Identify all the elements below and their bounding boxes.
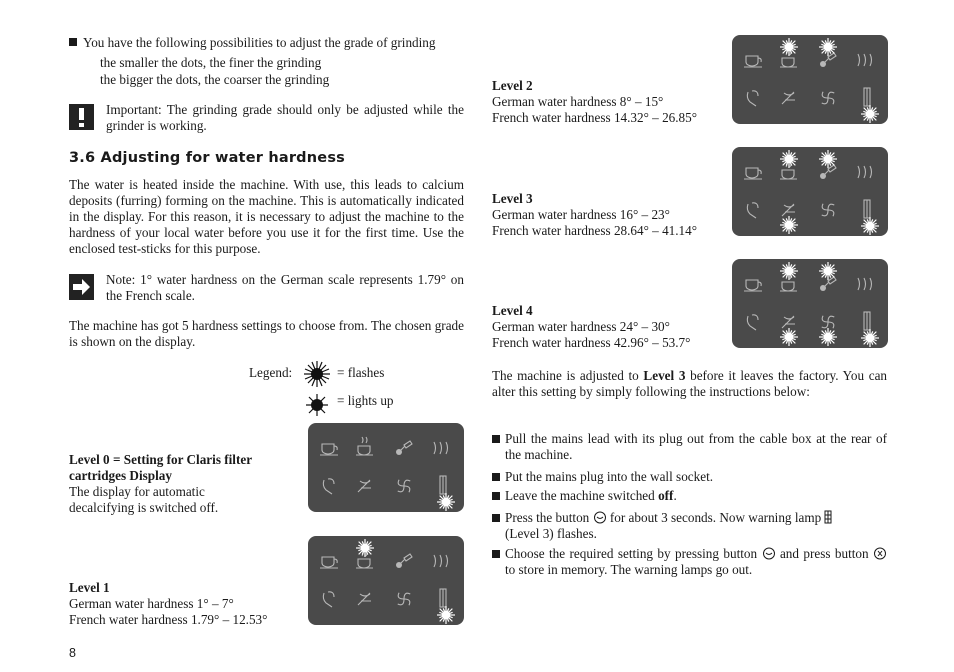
scoop-icon bbox=[396, 554, 412, 568]
care-icon bbox=[747, 91, 758, 106]
fan-icon bbox=[822, 204, 835, 217]
grinding-line-1: the smaller the dots, the finer the grinding bbox=[100, 55, 322, 70]
settings-paragraph: The machine has got 5 hardness settings to choose from. The chosen grade is shown on the display. bbox=[69, 318, 464, 349]
cup-icon bbox=[320, 444, 338, 455]
care-button-icon bbox=[762, 546, 776, 561]
page-number: 8 bbox=[69, 646, 76, 660]
grinding-intro: You have the following possibilities to adjust the grade of grinding bbox=[69, 35, 469, 51]
square-bullet-icon bbox=[492, 473, 500, 481]
bar-icon bbox=[864, 312, 870, 330]
bar-icon bbox=[440, 589, 446, 607]
display-panel-level3 bbox=[732, 147, 888, 236]
square-bullet-icon bbox=[492, 514, 500, 522]
level3-german: German water hardness 16° – 23° bbox=[492, 207, 670, 222]
bar-icon bbox=[440, 476, 446, 494]
level-bar-icon bbox=[824, 510, 832, 525]
level-lamp-icon bbox=[861, 217, 879, 235]
cup-icon bbox=[744, 280, 762, 291]
level-lamp-icon bbox=[861, 329, 879, 347]
level3-title: Level 3 bbox=[492, 191, 533, 206]
scoop-icon bbox=[396, 441, 412, 455]
wave-icon bbox=[434, 442, 448, 454]
rinse-icon bbox=[782, 204, 795, 216]
level1-german: German water hardness 1° – 7° bbox=[69, 596, 234, 611]
square-bullet-icon bbox=[492, 492, 500, 500]
legend-label: Legend: bbox=[249, 365, 293, 380]
rinse-lamp-icon bbox=[780, 328, 798, 346]
section-heading: 3.6 Adjusting for water hardness bbox=[69, 150, 345, 166]
level2-title: Level 2 bbox=[492, 78, 533, 93]
level0-title: Level 0 = Setting for Claris filter cartridges Display bbox=[69, 452, 252, 483]
sun-flash-icon bbox=[303, 360, 331, 393]
bar-icon bbox=[864, 88, 870, 106]
level2-french: French water hardness 14.32° – 26.85° bbox=[492, 110, 698, 125]
cup-icon bbox=[744, 168, 762, 179]
level-lamp-icon bbox=[437, 606, 455, 624]
square-bullet-icon bbox=[492, 435, 500, 443]
square-bullet-icon bbox=[69, 38, 77, 46]
level-lamp-icon bbox=[437, 493, 455, 511]
care-icon bbox=[747, 315, 758, 330]
cup-icon bbox=[320, 557, 338, 568]
care-icon bbox=[323, 479, 334, 494]
cup-icon bbox=[744, 56, 762, 67]
rinse-icon bbox=[358, 480, 371, 492]
level1-title: Level 1 bbox=[69, 580, 110, 595]
level1-french: French water hardness 1.79° – 12.53° bbox=[69, 612, 268, 627]
step-5: Choose the required setting by pressing button and press button to store in memory. The warning lamps go out. bbox=[492, 546, 887, 578]
step-2: Put the mains plug into the wall socket. bbox=[492, 469, 887, 485]
care-icon bbox=[747, 203, 758, 218]
scoop-lamp-icon bbox=[819, 150, 837, 168]
factory-paragraph: The machine is adjusted to Level 3 before it leaves the factory. You can alter this setting by simply following the instructions below: bbox=[492, 368, 888, 399]
arrow-right-icon bbox=[69, 274, 94, 300]
level-lamp-icon bbox=[861, 105, 879, 123]
sun-light-icon bbox=[305, 393, 329, 422]
water-paragraph: The water is heated inside the machine. With use, this leads to calcium deposits (furring) forming on the machine. This is automatically indicated in the display. For this reason, it is necessary to adjust the machine to the hardness of your local water before you use it for the first time. Use the enclosed test-sticks for this purpose. bbox=[69, 177, 464, 256]
rinse-icon bbox=[782, 316, 795, 328]
legend-lights: = lights up bbox=[337, 393, 394, 408]
scoop-lamp-icon bbox=[819, 262, 837, 280]
display-panel-level2 bbox=[732, 35, 888, 124]
rinse-icon bbox=[782, 92, 795, 104]
level3-french: French water hardness 28.64° – 41.14° bbox=[492, 223, 698, 238]
display-panel-level0 bbox=[308, 423, 464, 512]
level4-german: German water hardness 24° – 30° bbox=[492, 319, 670, 334]
display-panel-level4 bbox=[732, 259, 888, 348]
step-4: Press the button for about 3 seconds. Now warning lamp (Level 3) flashes. bbox=[492, 510, 887, 542]
wave-icon bbox=[858, 54, 872, 66]
level2-german: German water hardness 8° – 15° bbox=[492, 94, 664, 109]
fan-icon bbox=[398, 593, 411, 606]
grinding-line-2: the bigger the dots, the coarser the grinding bbox=[100, 72, 330, 87]
rinse-button-icon bbox=[873, 546, 887, 561]
steam-lamp-icon bbox=[780, 262, 798, 280]
note-text: Note: 1° water hardness on the German scale represents 1.79° on the French scale. bbox=[106, 272, 464, 303]
fan-icon bbox=[398, 480, 411, 493]
rinse-lamp-icon bbox=[780, 216, 798, 234]
care-icon bbox=[323, 592, 334, 607]
steam-lamp-icon bbox=[356, 539, 374, 557]
bar-icon bbox=[864, 200, 870, 218]
fan-icon bbox=[822, 92, 835, 105]
care-button-icon bbox=[593, 510, 607, 525]
level0-desc: The display for automatic decalcifying is switched off. bbox=[69, 484, 219, 515]
display-panel-level1 bbox=[308, 536, 464, 625]
important-note: Important: The grinding grade should only be adjusted while the grinder is working. bbox=[106, 102, 464, 133]
fan-lamp-icon bbox=[819, 328, 837, 346]
wave-icon bbox=[858, 278, 872, 290]
wave-icon bbox=[434, 555, 448, 567]
scoop-lamp-icon bbox=[819, 38, 837, 56]
fan-icon bbox=[822, 316, 835, 329]
steam-lamp-icon bbox=[780, 150, 798, 168]
step-1: Pull the mains lead with its plug out from the cable box at the rear of the machine. bbox=[492, 431, 887, 463]
legend-flashes: = flashes bbox=[337, 365, 385, 380]
wave-icon bbox=[858, 166, 872, 178]
level4-french: French water hardness 42.96° – 53.7° bbox=[492, 335, 691, 350]
rinse-icon bbox=[358, 593, 371, 605]
square-bullet-icon bbox=[492, 550, 500, 558]
steam-lamp-icon bbox=[780, 38, 798, 56]
level4-title: Level 4 bbox=[492, 303, 533, 318]
exclamation-icon bbox=[69, 104, 94, 130]
step-3: Leave the machine switched off. bbox=[492, 488, 887, 504]
steam-icon bbox=[356, 437, 373, 455]
